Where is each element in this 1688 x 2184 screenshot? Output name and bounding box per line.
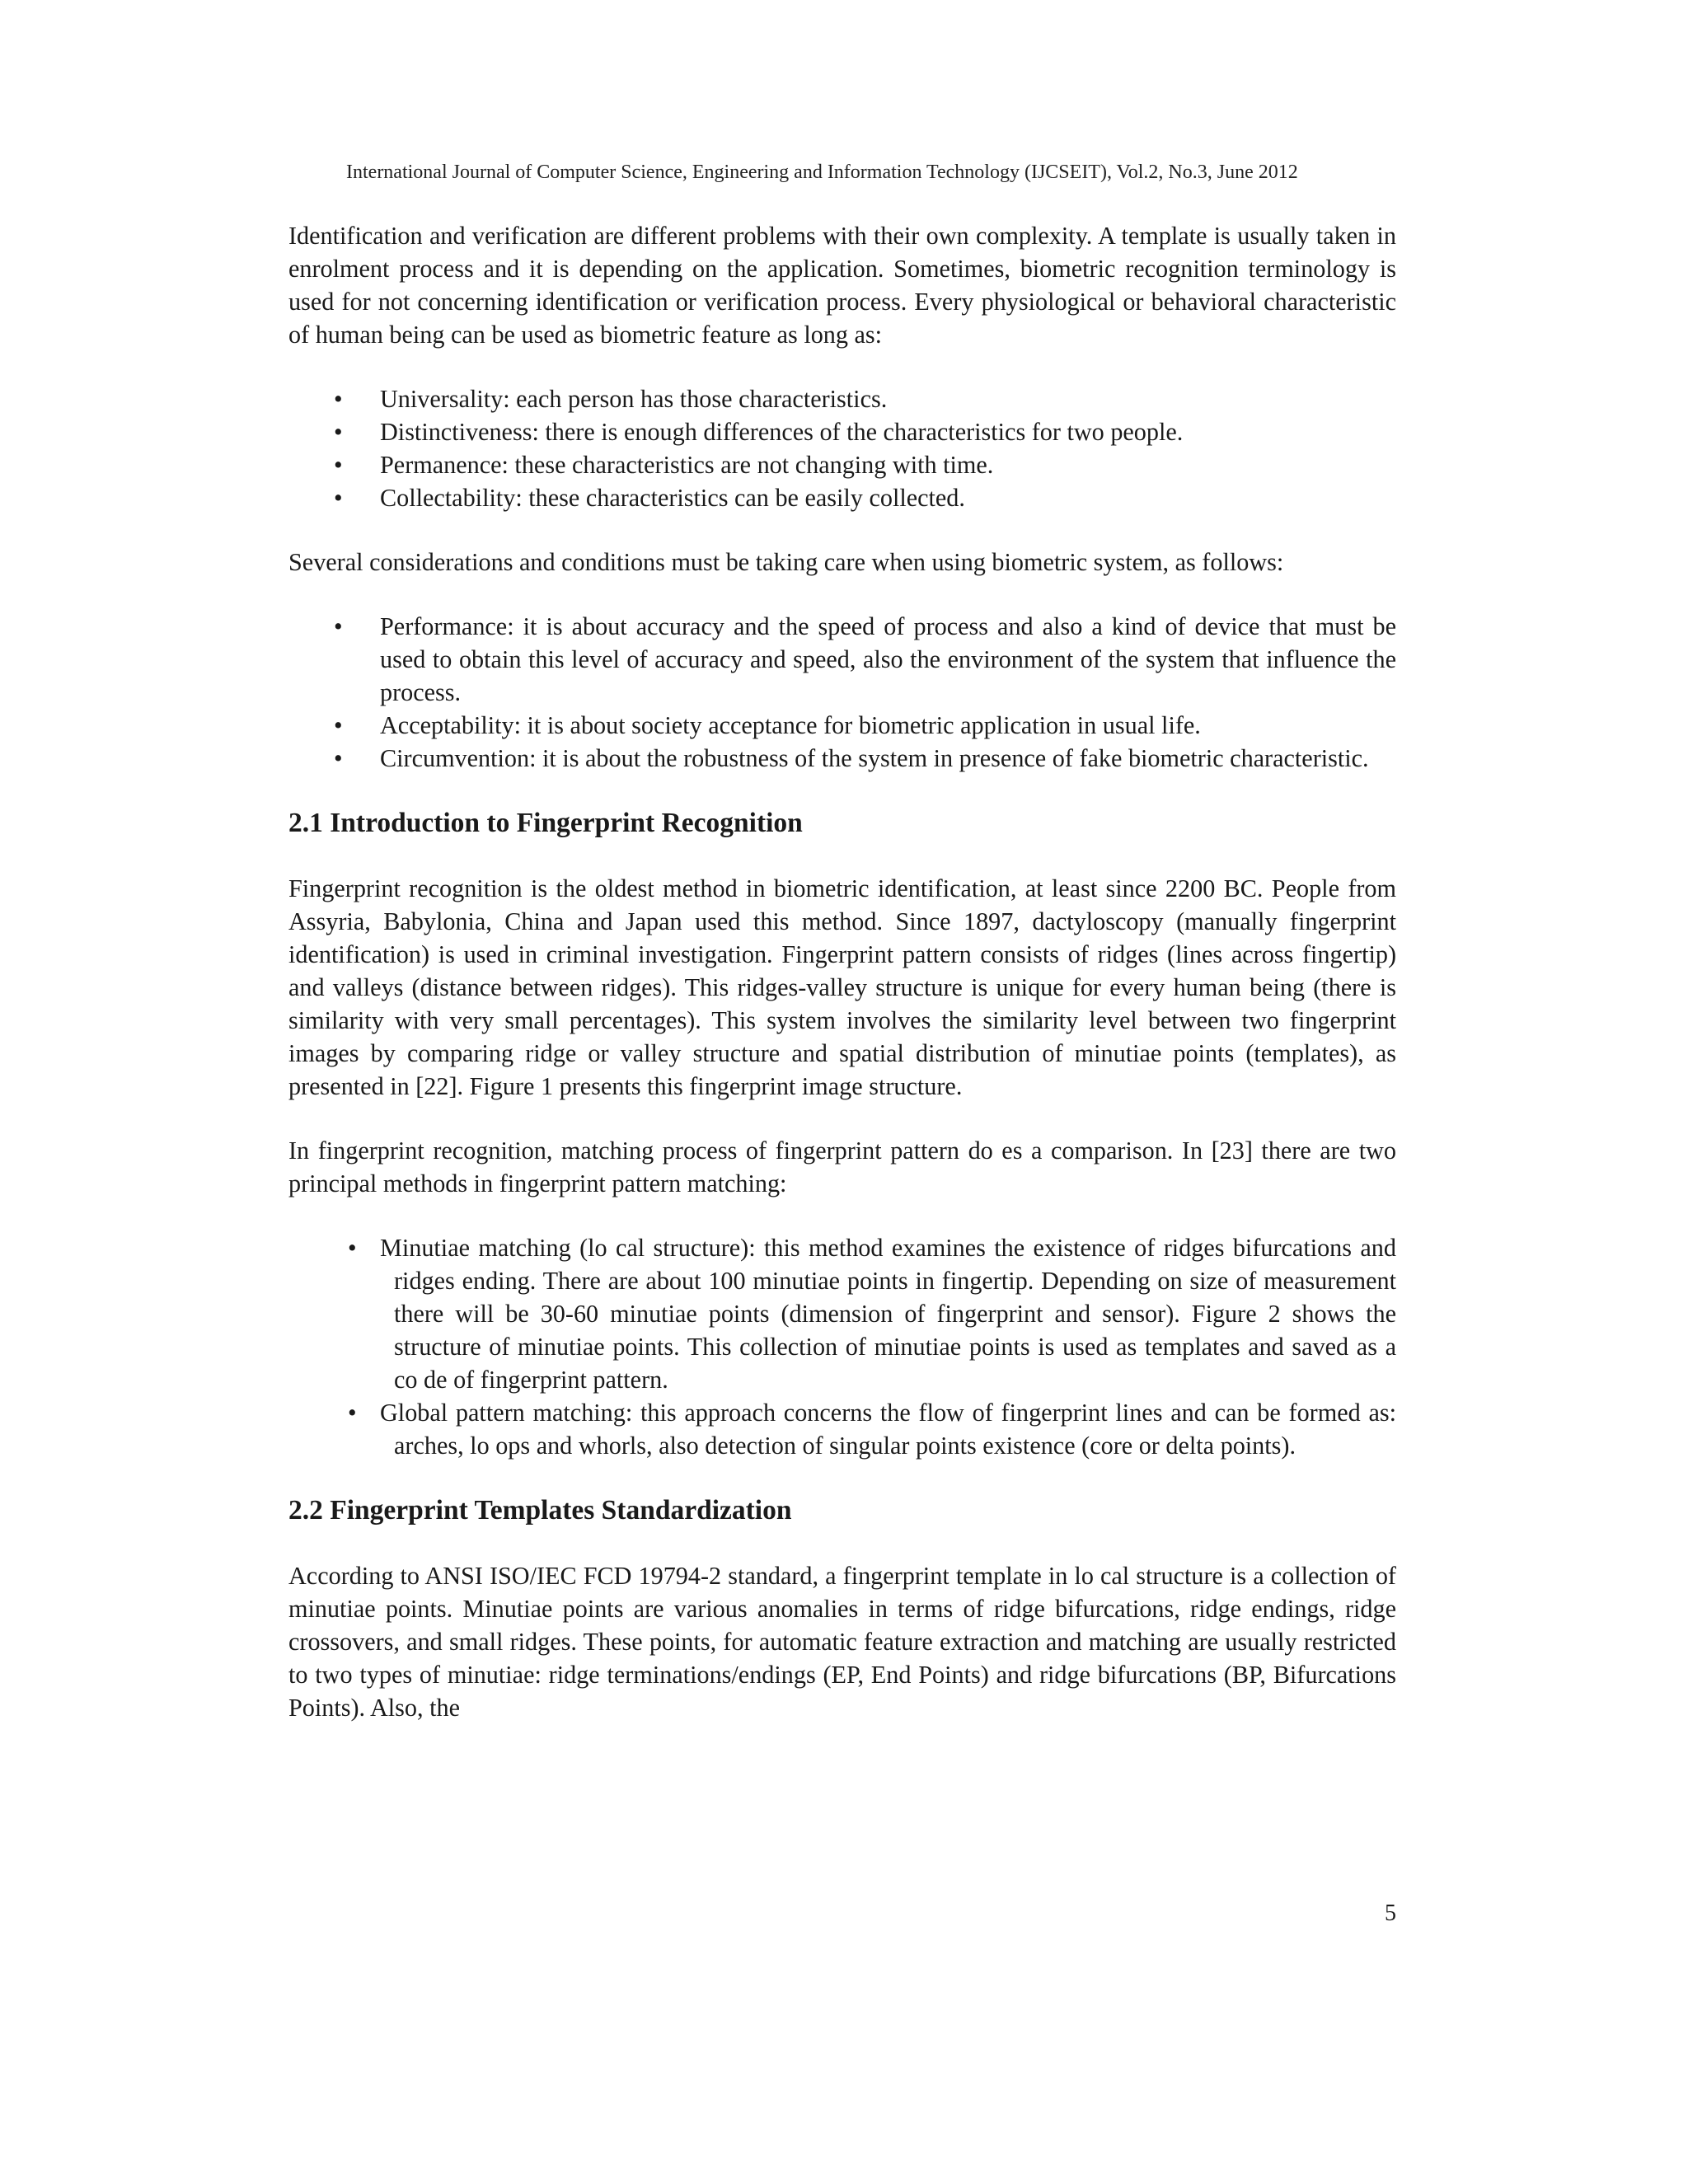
paragraph-biometric-intro: Identification and verification are different problems with their own complexity. A template is usually taken in enrolment process and it is depending on the application. Sometimes, biometric recognition terminology is used for not concerning identification or verification process. Every physiological or behavioral characteristic of human being can be used as biometric feature as long as: bbox=[288, 222, 1396, 349]
paragraph-fingerprint-history: Fingerprint recognition is the oldest method in biometric identification, at least since 2200 BC. People from Assyria, Babylonia, China and Japan used this method. Since 1897, dactyloscopy (manually fingerprint identification) is used in criminal investigation. Fingerprint pattern consists of ridges (lines across fingertip) and valleys (distance between ridges). This ridges-valley structure is unique for every human being (there is similarity with very small percentages). This system involves the similarity level between two fingerprint images by comparing ridge or valley structure and spatial distribution of minutiae points (templates), as presented in [22]. Figure 1 presents this fingerprint image structure. bbox=[288, 874, 1396, 1100]
running-header: International Journal of Computer Science, Engineering and Information Technology (IJCSEIT), Vol.2, No.3, June 2012 bbox=[346, 162, 1298, 183]
paragraph-templates-standard: According to ANSI ISO/IEC FCD 19794-2 standard, a fingerprint template in lo cal structure is a collection of minutiae points. Minutiae points are various anomalies in terms of ridge bifurcations, ridge endings, ridge crossovers, and small ridges. These points, for automatic feature extraction and matching are usually restricted to two types of minutiae: ridge terminations/endings (EP, End Points) and ridge bifurcations (BP, Bifurcations Points). Also, the bbox=[288, 1562, 1396, 1722]
list-item: • Acceptability: it is about society acceptance for biometric application in usual life. bbox=[288, 709, 1396, 742]
paragraph-matching-intro: In fingerprint recognition, matching process of fingerprint pattern do es a comparison. In [23] there are two principal methods in fingerprint pattern matching: bbox=[288, 1137, 1396, 1197]
considerations-list bbox=[288, 610, 1396, 775]
list-item: • Permanence: these characteristics are not changing with time. bbox=[288, 448, 1396, 481]
paragraph-considerations: Several considerations and conditions must be taking care when using biometric system, as follows: bbox=[288, 548, 1284, 576]
matching-methods-list bbox=[288, 1231, 1396, 1462]
body-text bbox=[288, 219, 1396, 1724]
list-item: • Distinctiveness: there is enough differences of the characteristics for two people. bbox=[288, 415, 1396, 448]
section-heading-2-1: 2.1 Introduction to Fingerprint Recognition bbox=[288, 808, 803, 838]
list-item: • Universality: each person has those characteristics. bbox=[288, 382, 1396, 415]
characteristics-list bbox=[288, 382, 1396, 514]
list-item: • Circumvention: it is about the robustness of the system in presence of fake biometric characteristic. bbox=[288, 742, 1396, 775]
list-item: • Collectability: these characteristics can be easily collected. bbox=[288, 481, 1396, 514]
list-item: • Minutiae matching (lo cal structure): this method examines the existence of ridges bifurcations and ridges ending. There are about 100 minutiae points in fingertip. Depending on size of measurement there will be 30-60 minutiae points (dimension of fingerprint and sensor). Figure 2 shows the structure of minutiae points. This collection of minutiae points is used as templates and saved as a co de of fingerprint pattern. bbox=[288, 1231, 1396, 1396]
list-item: • Performance: it is about accuracy and the speed of process and also a kind of device that must be used to obtain this level of accuracy and speed, also the environment of the system that influence the process. bbox=[288, 610, 1396, 709]
list-item: • Global pattern matching: this approach concerns the flow of fingerprint lines and can be formed as: arches, lo ops and whorls, also detection of singular points existence (core or delta points). bbox=[288, 1396, 1396, 1462]
section-heading-2-2: 2.2 Fingerprint Templates Standardization bbox=[288, 1495, 792, 1526]
page-number: 5 bbox=[1385, 1900, 1396, 1926]
